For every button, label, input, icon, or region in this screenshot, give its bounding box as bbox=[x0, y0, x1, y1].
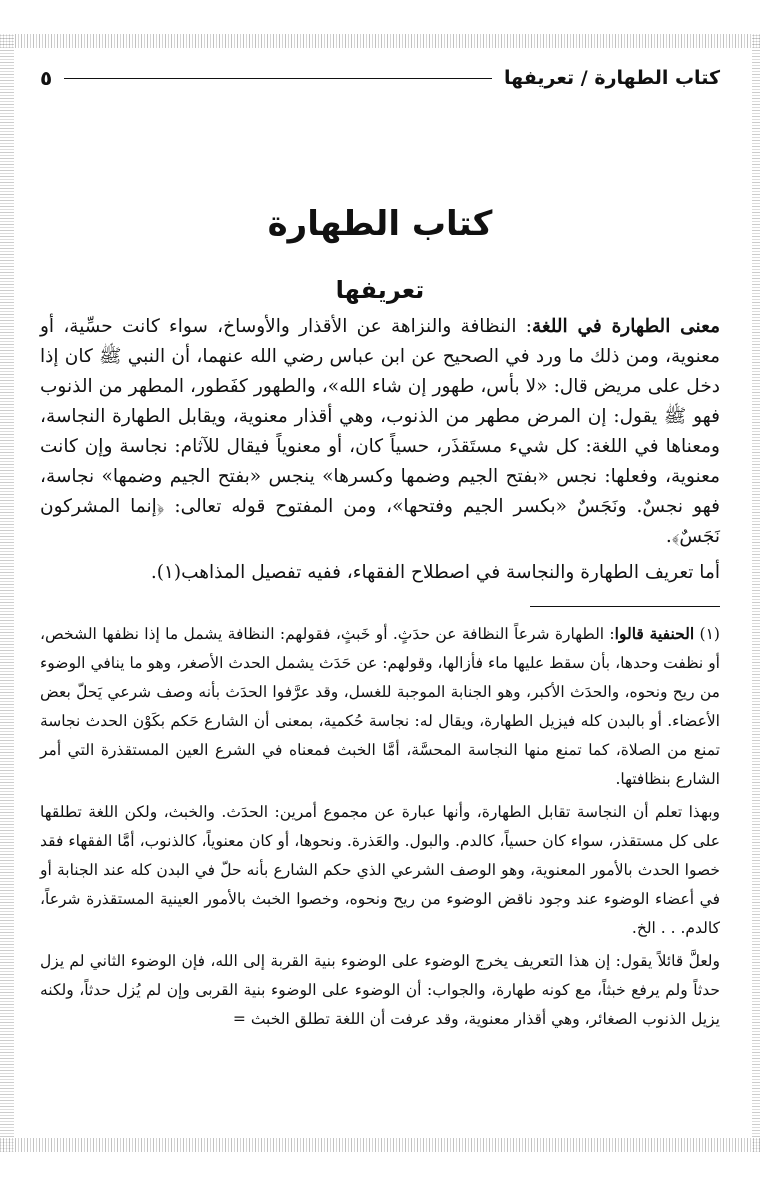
main-text bbox=[40, 312, 720, 588]
bottom-border-ornament bbox=[0, 1138, 760, 1152]
page-content bbox=[40, 60, 720, 1034]
footnotes bbox=[40, 619, 720, 1034]
footnote-1 bbox=[40, 619, 720, 794]
footnote-paragraph-2: وبهذا تعلم أن النجاسة تقابل الطهارة، وأنها عبارة عن مجموع أمرين: الحدَث. والخبث، ولكن اللغة تطلقها على كل مستقذر، سواء كان حسياً، كالدم. والبول. والعَذرة. ونحوها، أو كان معنوياً، كالذنوب، أمَّا الفقهاء فقد خصوا الحدث بالأمور المعنوية، وهو الوصف الشرعي الذي حكم الشارع بأنه حلّ في البدن كله عند الجنابة أو في أعضاء الوضوء عند وجود ناقض الوضوء من ريح ونحوه، وخصوا الخبث بالأمور العينية المستقذرة شرعاً، كالدم. . . الخ. bbox=[40, 803, 720, 937]
footnote-separator bbox=[530, 606, 720, 607]
paragraph-terminology: أما تعريف الطهارة والنجاسة في اصطلاح الفقهاء، ففيه تفصيل المذاهب(١). bbox=[150, 562, 720, 583]
paragraph-lead: معنى الطهارة في اللغة bbox=[531, 316, 720, 337]
footnote-body: : الطهارة شرعاً النظافة عن حدَثٍ. أو خَبثٍ، فقولهم: النظافة يشمل ما إذا نظفها الشخص، أو نظفت وحدها، بأن سقط عليها ماء فأزالها، وقولهم: عن حَدَث يشمل الحدث الأصغر، وهو ما ينافي الوضوء من ريح ونحوه، والحدَث الأكبر، وهو الجنابة الموجبة للغسل، وقد عرَّفوا الحدَث بأنه وصف شرعي يَحلّ بعض الأعضاء. أو بالبدن كله فيزيل الطهارة، ويقال له: نجاسة حُكمية، بمعنى أن الشارع حَكم بكَوْن الحدث نجاسة تمنع من الصلاة، كما تمنع منها النجاسة المحسَّة، أمَّا الخبث فمعناه في الشرع العين المستقذرة التي أمر الشارع بنظافتها. bbox=[40, 625, 720, 788]
paragraph-body: : النظافة والنزاهة عن الأقذار والأوساخ، سواء كانت حسِّية، أو معنوية، ومن ذلك ما ورد في الصحيح عن ابن عباس رضي الله عنهما، أن النبي ﷺ كان إذا دخل على مريض قال: «لا بأس، طهور إن شاء الله»، والطهور كفَطور، المطهر من الذنوب فهو ﷺ يقول: إن المرض مطهر من الذنوب، وهي أقذار معنوية، ويقابل الطهارة النجاسة، ومعناها في اللغة: كل شيء مستَقذَر، حسياً كان، أو معنوياً فيقال للآثام: نجاسة وإن كانت معنوية، وفعلها: نجس «بفتح الجيم وضمها وكسرها» ينجس «بفتح الجيم وضمها» نجاسة، فهو نجسٌ. ونَجَسٌ «بكسر الجيم وفتحها»، ومن المفتوح قوله تعالى: ﴿إنما المشركون نَجَسٌ﴾. bbox=[40, 316, 720, 547]
page-number: ٥ bbox=[40, 66, 53, 90]
book-title: كتاب الطهارة bbox=[267, 204, 493, 244]
footnote-marker: (١) bbox=[699, 625, 720, 643]
running-header-title: كتاب الطهارة / تعريفها bbox=[504, 67, 720, 89]
footnote-lead: الحنفية قالوا bbox=[614, 624, 695, 643]
section-title: تعريفها bbox=[335, 276, 425, 304]
running-header-rule bbox=[64, 78, 492, 79]
left-border-ornament bbox=[0, 34, 14, 1152]
paragraph-definition bbox=[40, 312, 720, 552]
footnote-paragraph-3: ولعلَّ قائلاً يقول: إن هذا التعريف يخرج الوضوء على الوضوء بنية القربة إلى الله، فإن الوضوء الثاني لم يزل حدثاً ولم يرفع خبثاً، مع كونه طهارة، والجواب: أن الوضوء على الوضوء بنية القربى وإن لم يُزل حدثاً، ولكنه يزيل الذنوب الصغائر، وهي أقذار معنوية، وقد عرفت أن اللغة تطلق الخبث = bbox=[40, 952, 720, 1028]
right-border-ornament bbox=[752, 34, 760, 1152]
top-border-ornament bbox=[0, 34, 760, 48]
running-header bbox=[40, 60, 720, 96]
